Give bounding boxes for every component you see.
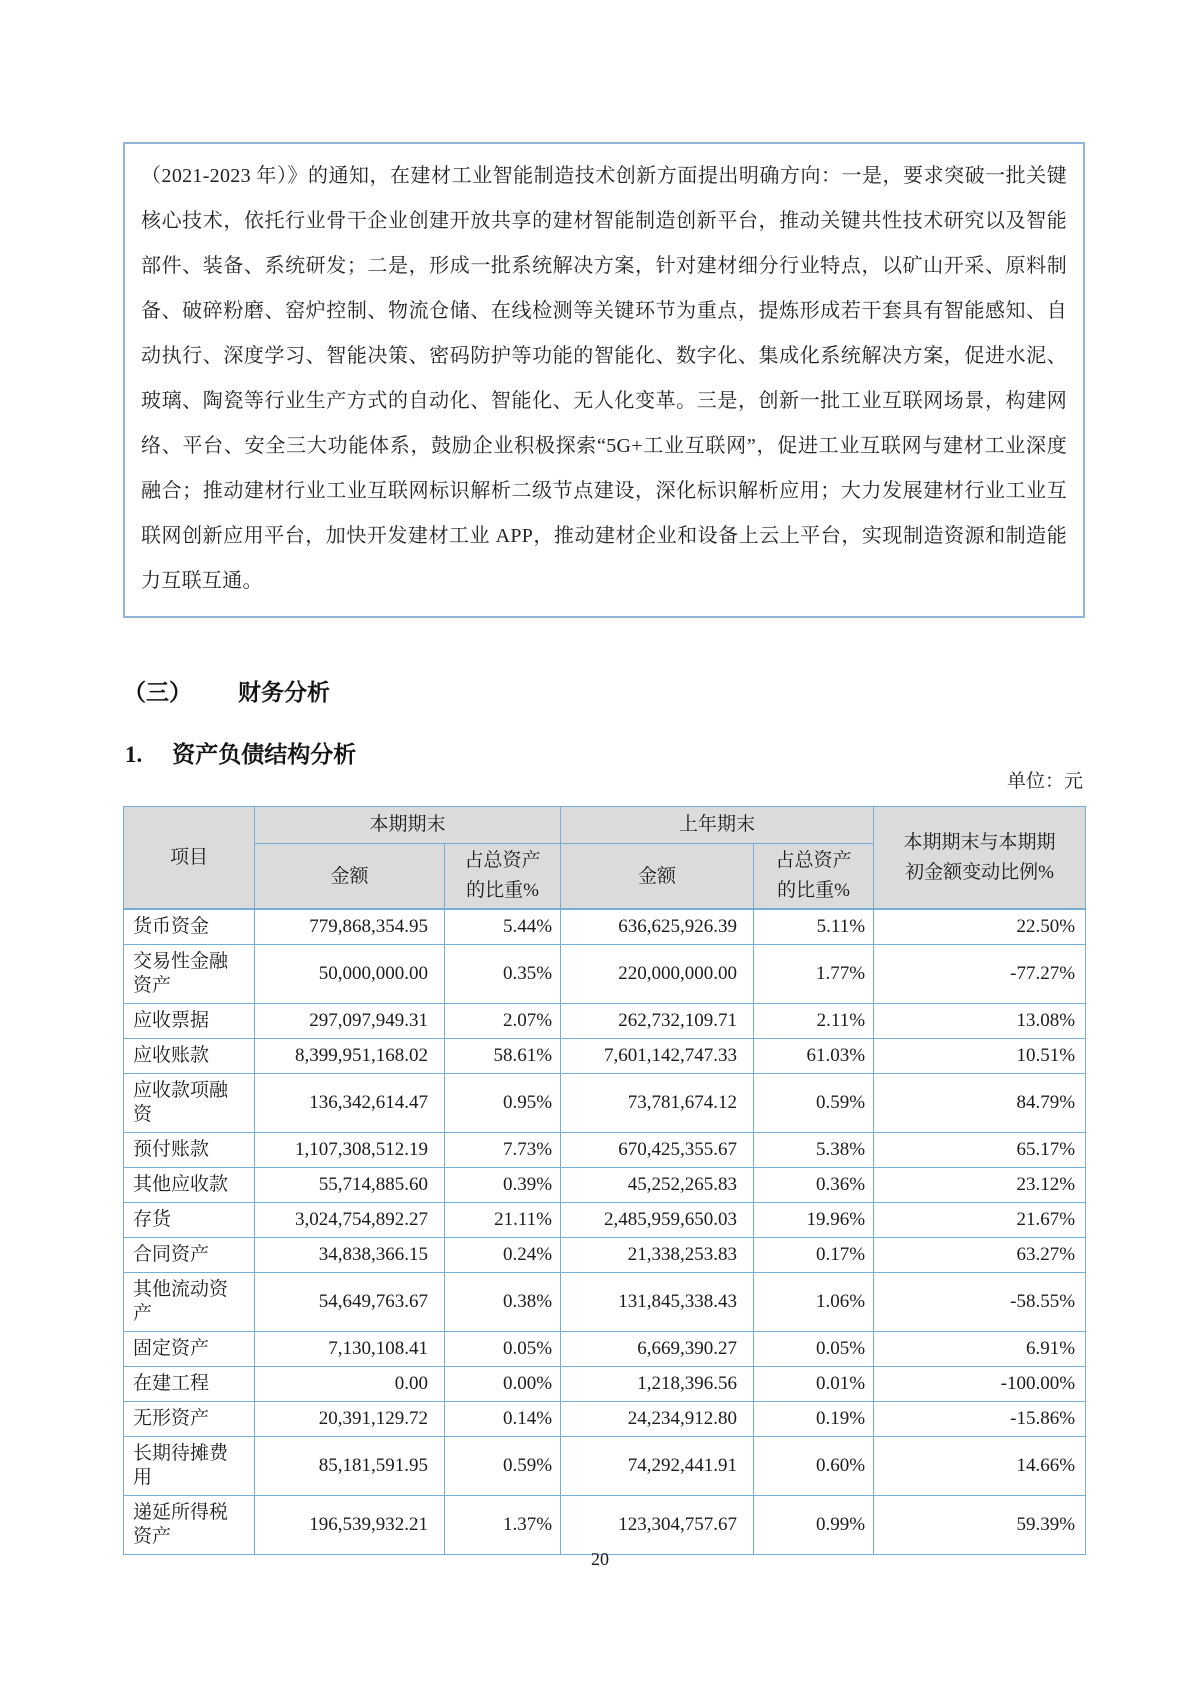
- table-row: [124, 1367, 1086, 1402]
- cell-prev-amount: 123,304,757.67: [561, 1496, 754, 1555]
- cell-prev-ratio: 0.36%: [754, 1168, 874, 1203]
- cell-change: -15.86%: [874, 1402, 1086, 1437]
- cell-cur-amount: 3,024,754,892.27: [255, 1203, 445, 1238]
- cell-cur-amount: 196,539,932.21: [255, 1496, 445, 1555]
- cell-change: 23.12%: [874, 1168, 1086, 1203]
- header-prior-period: 上年期末: [561, 807, 874, 844]
- cell-item: 长期待摊费用: [124, 1437, 255, 1496]
- cell-cur-ratio: 0.14%: [445, 1402, 561, 1437]
- cell-cur-amount: 136,342,614.47: [255, 1074, 445, 1133]
- cell-change: -100.00%: [874, 1367, 1086, 1402]
- table-row: [124, 1437, 1086, 1496]
- table-row: [124, 1496, 1086, 1555]
- cell-cur-ratio: 0.95%: [445, 1074, 561, 1133]
- subsection-title: 资产负债结构分析: [172, 742, 357, 767]
- cell-change: 65.17%: [874, 1133, 1086, 1168]
- header-amount-current: 金额: [255, 844, 445, 910]
- cell-cur-ratio: 0.59%: [445, 1437, 561, 1496]
- cell-item: 合同资产: [124, 1238, 255, 1273]
- cell-change: -58.55%: [874, 1273, 1086, 1332]
- page-number: 20: [591, 1549, 609, 1569]
- cell-prev-amount: 7,601,142,747.33: [561, 1039, 754, 1074]
- table-header-group-row: [124, 807, 1086, 844]
- cell-prev-ratio: 19.96%: [754, 1203, 874, 1238]
- cell-prev-amount: 220,000,000.00: [561, 945, 754, 1004]
- cell-cur-ratio: 21.11%: [445, 1203, 561, 1238]
- cell-change: 22.50%: [874, 909, 1086, 945]
- section-title: 财务分析: [238, 680, 330, 705]
- cell-prev-ratio: 2.11%: [754, 1004, 874, 1039]
- header-ratio-current-line1: 占总资产: [464, 850, 541, 871]
- cell-item: 存货: [124, 1203, 255, 1238]
- cell-item: 在建工程: [124, 1367, 255, 1402]
- cell-change: 59.39%: [874, 1496, 1086, 1555]
- cell-item: 其他流动资产: [124, 1273, 255, 1332]
- cell-prev-amount: 73,781,674.12: [561, 1074, 754, 1133]
- table-row: [124, 909, 1086, 945]
- cell-cur-amount: 0.00: [255, 1367, 445, 1402]
- cell-cur-amount: 779,868,354.95: [255, 909, 445, 945]
- cell-change: 63.27%: [874, 1238, 1086, 1273]
- cell-cur-ratio: 7.73%: [445, 1133, 561, 1168]
- cell-prev-ratio: 5.38%: [754, 1133, 874, 1168]
- cell-prev-amount: 636,625,926.39: [561, 909, 754, 945]
- table-row: [124, 1168, 1086, 1203]
- table-row: [124, 1203, 1086, 1238]
- table-row: [124, 1004, 1086, 1039]
- intro-paragraph: （2021-2023 年）》的通知，在建材工业智能制造技术创新方面提出明确方向：一是，要求突破一批关键核心技术，依托行业骨干企业创建开放共享的建材智能制造创新平台，推动关键共性技术研究以及智能部件、装备、系统研发；二是，形成一批系统解决方案，针对建材细分行业特点，以矿山开采、原料制备、破碎粉磨、窑炉控制、物流仓储、在线检测等关键环节为重点，提炼形成若干套具有智能感知、自动执行、深度学习、智能决策、密码防护等功能的智能化、数字化、集成化系统解决方案，促进水泥、玻璃、陶瓷等行业生产方式的自动化、智能化、无人化变革。三是，创新一批工业互联网场景，构建网络、平台、安全三大功能体系，鼓励企业积极探索“5G+工业互联网”，促进工业互联网与建材工业深度融合；推动建材行业工业互联网标识解析二级节点建设，深化标识解析应用；大力发展建材行业工业互联网创新应用平台，加快开发建材工业 APP，推动建材企业和设备上云上平台，实现制造资源和制造能力互联互通。: [141, 165, 1067, 592]
- intro-paragraph-box: [123, 142, 1085, 618]
- header-item: 项目: [124, 807, 255, 910]
- cell-cur-amount: 20,391,129.72: [255, 1402, 445, 1437]
- cell-cur-ratio: 58.61%: [445, 1039, 561, 1074]
- cell-cur-ratio: 0.38%: [445, 1273, 561, 1332]
- table-row: [124, 1133, 1086, 1168]
- unit-label: 单位：元: [1006, 771, 1083, 792]
- cell-cur-amount: 34,838,366.15: [255, 1238, 445, 1273]
- cell-prev-ratio: 0.17%: [754, 1238, 874, 1273]
- cell-prev-amount: 2,485,959,650.03: [561, 1203, 754, 1238]
- cell-cur-amount: 50,000,000.00: [255, 945, 445, 1004]
- header-ratio-current: [445, 844, 561, 910]
- cell-item: 货币资金: [124, 909, 255, 945]
- cell-cur-amount: 8,399,951,168.02: [255, 1039, 445, 1074]
- cell-change: 6.91%: [874, 1332, 1086, 1367]
- cell-prev-amount: 21,338,253.83: [561, 1238, 754, 1273]
- section-heading: [123, 674, 330, 707]
- cell-prev-amount: 45,252,265.83: [561, 1168, 754, 1203]
- cell-prev-amount: 74,292,441.91: [561, 1437, 754, 1496]
- cell-item: 交易性金融资产: [124, 945, 255, 1004]
- table-row: [124, 1402, 1086, 1437]
- header-ratio-prior-line2: 的比重%: [777, 880, 850, 901]
- table-row: [124, 945, 1086, 1004]
- cell-prev-amount: 1,218,396.56: [561, 1367, 754, 1402]
- cell-prev-amount: 24,234,912.80: [561, 1402, 754, 1437]
- cell-cur-ratio: 0.39%: [445, 1168, 561, 1203]
- cell-cur-amount: 7,130,108.41: [255, 1332, 445, 1367]
- header-change-ratio: [874, 807, 1086, 910]
- table-row: [124, 1039, 1086, 1074]
- table-row: [124, 1273, 1086, 1332]
- section-number: （三）: [123, 680, 192, 705]
- cell-item: 预付账款: [124, 1133, 255, 1168]
- cell-change: 13.08%: [874, 1004, 1086, 1039]
- cell-cur-ratio: 5.44%: [445, 909, 561, 945]
- cell-prev-amount: 131,845,338.43: [561, 1273, 754, 1332]
- cell-item: 其他应收款: [124, 1168, 255, 1203]
- cell-cur-ratio: 0.24%: [445, 1238, 561, 1273]
- cell-item: 应收账款: [124, 1039, 255, 1074]
- cell-cur-ratio: 0.35%: [445, 945, 561, 1004]
- cell-cur-amount: 85,181,591.95: [255, 1437, 445, 1496]
- cell-prev-ratio: 0.99%: [754, 1496, 874, 1555]
- cell-prev-ratio: 1.77%: [754, 945, 874, 1004]
- cell-prev-ratio: 0.60%: [754, 1437, 874, 1496]
- header-current-period: 本期期末: [255, 807, 561, 844]
- cell-change: 21.67%: [874, 1203, 1086, 1238]
- cell-prev-amount: 262,732,109.71: [561, 1004, 754, 1039]
- cell-item: 应收票据: [124, 1004, 255, 1039]
- header-amount-prior: 金额: [561, 844, 754, 910]
- table-row: [124, 1074, 1086, 1133]
- cell-prev-ratio: 5.11%: [754, 909, 874, 945]
- cell-prev-ratio: 0.59%: [754, 1074, 874, 1133]
- cell-prev-ratio: 0.05%: [754, 1332, 874, 1367]
- header-ratio-prior: [754, 844, 874, 910]
- header-ratio-current-line2: 的比重%: [466, 880, 539, 901]
- balance-sheet-table: [123, 806, 1086, 1555]
- cell-cur-ratio: 0.00%: [445, 1367, 561, 1402]
- cell-cur-ratio: 1.37%: [445, 1496, 561, 1555]
- header-change-line2: 初金额变动比例%: [905, 861, 1054, 883]
- cell-item: 固定资产: [124, 1332, 255, 1367]
- cell-change: 10.51%: [874, 1039, 1086, 1074]
- cell-item: 无形资产: [124, 1402, 255, 1437]
- header-change-line1: 本期期末与本期期: [903, 831, 1056, 853]
- cell-cur-amount: 297,097,949.31: [255, 1004, 445, 1039]
- table-row: [124, 1332, 1086, 1367]
- cell-change: 14.66%: [874, 1437, 1086, 1496]
- cell-prev-amount: 6,669,390.27: [561, 1332, 754, 1367]
- cell-prev-ratio: 61.03%: [754, 1039, 874, 1074]
- cell-cur-ratio: 0.05%: [445, 1332, 561, 1367]
- cell-prev-ratio: 0.01%: [754, 1367, 874, 1402]
- subsection-heading: [125, 736, 356, 769]
- cell-cur-amount: 1,107,308,512.19: [255, 1133, 445, 1168]
- subsection-number: 1.: [125, 742, 143, 767]
- cell-cur-amount: 54,649,763.67: [255, 1273, 445, 1332]
- cell-cur-amount: 55,714,885.60: [255, 1168, 445, 1203]
- asset-table-body: [124, 909, 1086, 1555]
- cell-item: 应收款项融资: [124, 1074, 255, 1133]
- cell-prev-ratio: 0.19%: [754, 1402, 874, 1437]
- cell-change: -77.27%: [874, 945, 1086, 1004]
- cell-prev-ratio: 1.06%: [754, 1273, 874, 1332]
- cell-prev-amount: 670,425,355.67: [561, 1133, 754, 1168]
- table-row: [124, 1238, 1086, 1273]
- cell-change: 84.79%: [874, 1074, 1086, 1133]
- cell-item: 递延所得税资产: [124, 1496, 255, 1555]
- header-ratio-prior-line1: 占总资产: [775, 850, 852, 871]
- cell-cur-ratio: 2.07%: [445, 1004, 561, 1039]
- table-header: [124, 807, 1086, 910]
